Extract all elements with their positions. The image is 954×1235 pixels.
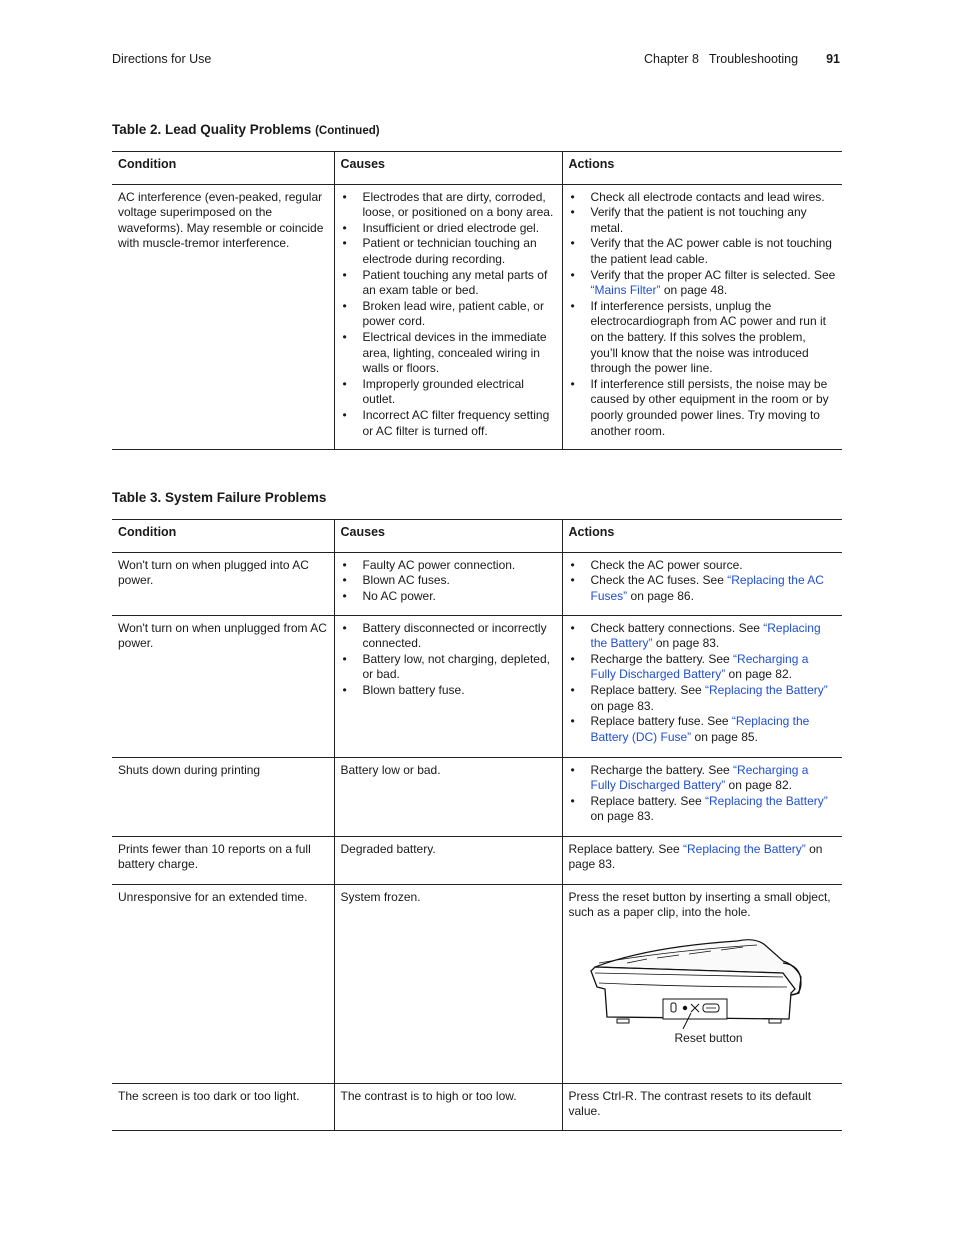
- col-header-condition: Condition: [112, 152, 334, 185]
- action-text: Press Ctrl-R. The contrast resets to its default value.: [568, 1088, 812, 1119]
- table-row: [112, 615, 842, 757]
- condition-cell: Prints fewer than 10 reports on a full battery charge.: [112, 836, 334, 884]
- list-item: • Replace battery. See “Replacing the Battery” on page 83.: [569, 794, 837, 825]
- actions-list: [569, 621, 837, 746]
- list-item: • Blown battery fuse.: [341, 683, 556, 699]
- cross-reference-link[interactable]: “Recharging a Fully Discharged Battery”: [590, 762, 809, 793]
- condition-cell: Won't turn on when plugged into AC power.: [112, 552, 334, 615]
- list-item: • Replace battery. See “Replacing the Battery” on page 83.: [569, 683, 837, 714]
- table-row: [112, 836, 842, 884]
- col-header-condition: Condition: [112, 520, 334, 553]
- col-header-causes: Causes: [334, 152, 562, 185]
- causes-cell: Battery low or bad.: [334, 757, 562, 836]
- table3: [112, 519, 842, 1131]
- cross-reference-link[interactable]: “Replacing the Battery”: [705, 682, 828, 697]
- table-row: [112, 884, 842, 1083]
- list-item: • Incorrect AC filter frequency setting or AC filter is turned off.: [341, 408, 556, 439]
- list-item: • Verify that the patient is not touching any metal.: [569, 205, 837, 236]
- cross-reference-link[interactable]: “Replacing the AC Fuses”: [590, 573, 824, 603]
- list-item: • Battery low, not charging, depleted, or bad.: [341, 652, 556, 683]
- list-item: • Check all electrode contacts and lead wires.: [569, 190, 837, 206]
- cross-reference-link[interactable]: “Recharging a Fully Discharged Battery”: [590, 651, 809, 682]
- action-text: Replace battery. See “Replacing the Battery” on page 83.: [568, 841, 823, 872]
- table2-caption: [112, 122, 380, 137]
- table2: [112, 151, 842, 450]
- actions-list: [569, 558, 837, 605]
- table-row: [112, 552, 842, 615]
- list-item: • Verify that the proper AC filter is selected. See “Mains Filter” on page 48.: [569, 268, 837, 299]
- condition-cell: The screen is too dark or too light.: [112, 1083, 334, 1130]
- list-item: • Faulty AC power connection.: [341, 558, 556, 574]
- col-header-causes: Causes: [334, 520, 562, 553]
- causes-cell: The contrast is to high or too low.: [334, 1083, 562, 1130]
- cross-reference-link[interactable]: “Mains Filter”: [590, 283, 661, 298]
- list-item: • Check battery connections. See “Replacing the Battery” on page 83.: [569, 621, 837, 652]
- list-item: • Blown AC fuses.: [341, 573, 556, 589]
- causes-list: [341, 558, 556, 605]
- actions-list: [569, 763, 837, 825]
- list-item: • Check the AC power source.: [569, 558, 837, 574]
- causes-cell: Degraded battery.: [334, 836, 562, 884]
- page-number: 91: [826, 52, 840, 66]
- actions-cell: [562, 552, 842, 615]
- condition-cell: Unresponsive for an extended time.: [112, 884, 334, 1083]
- header-chapter: Chapter 8: [644, 52, 699, 66]
- actions-cell: [562, 836, 842, 884]
- list-item: • Insufficient or dried electrode gel.: [341, 221, 556, 237]
- electrocardiograph-illustration: [587, 933, 823, 1029]
- cross-reference-link[interactable]: “Replacing the Battery”: [590, 620, 821, 651]
- table3-caption: Table 3. System Failure Problems: [112, 490, 327, 505]
- table2-continued: (Continued): [315, 125, 380, 137]
- col-header-actions: Actions: [562, 520, 842, 553]
- list-item: • If interference still persists, the noise may be caused by other equipment in the room or by poorly grounded power lines. Try moving to another room.: [569, 377, 837, 439]
- actions-list: [569, 190, 837, 440]
- reset-button-figure: [587, 933, 823, 1047]
- actions-cell: [562, 615, 842, 757]
- list-item: • No AC power.: [341, 589, 556, 605]
- table3-header-row: [112, 520, 842, 553]
- causes-list: [341, 621, 556, 699]
- condition-cell: Shuts down during printing: [112, 757, 334, 836]
- cross-reference-link[interactable]: “Replacing the Battery”: [705, 793, 828, 808]
- cross-reference-link[interactable]: “Replacing the Battery (DC) Fuse”: [590, 714, 810, 744]
- condition-cell: AC interference (even-peaked, regular voltage superimposed on the waveforms). May resemble or coincide with muscle-tremor interference.: [112, 184, 334, 450]
- list-item: • Patient or technician touching an electrode during recording.: [341, 236, 556, 267]
- list-item: • Broken lead wire, patient cable, or power cord.: [341, 299, 556, 330]
- condition-cell: Won't turn on when unplugged from AC power.: [112, 615, 334, 757]
- header-section: Troubleshooting: [708, 52, 799, 66]
- causes-cell: System frozen.: [334, 884, 562, 1083]
- causes-cell: [334, 552, 562, 615]
- table2-caption-text: Table 2. Lead Quality Problems: [112, 122, 312, 137]
- actions-cell: [562, 884, 842, 1083]
- header-right: [644, 52, 840, 66]
- list-item: • Recharge the battery. See “Recharging a Fully Discharged Battery” on page 82.: [569, 763, 837, 794]
- list-item: • Electrodes that are dirty, corroded, loose, or positioned on a bony area.: [341, 190, 556, 221]
- header-doc-title: Directions for Use: [112, 52, 212, 66]
- action-text: Press the reset button by inserting a small object, such as a paper clip, into the hole.: [568, 889, 831, 920]
- table-row: [112, 184, 842, 450]
- causes-cell: [334, 615, 562, 757]
- col-header-actions: Actions: [562, 152, 842, 185]
- cross-reference-link[interactable]: “Replacing the Battery”: [683, 841, 806, 856]
- actions-cell: [562, 184, 842, 450]
- list-item: • Electrical devices in the immediate area, lighting, concealed wiring in walls or floors.: [341, 330, 556, 377]
- list-item: • Replace battery fuse. See “Replacing the Battery (DC) Fuse” on page 85.: [569, 714, 837, 745]
- table2-header-row: [112, 152, 842, 185]
- list-item: • Recharge the battery. See “Recharging a Fully Discharged Battery” on page 82.: [569, 652, 837, 683]
- list-item: • Battery disconnected or incorrectly connected.: [341, 621, 556, 652]
- actions-cell: [562, 757, 842, 836]
- causes-list: [341, 190, 556, 440]
- table-row: [112, 757, 842, 836]
- list-item: • Check the AC fuses. See “Replacing the AC Fuses” on page 86.: [569, 573, 837, 604]
- list-item: • If interference persists, unplug the electrocardiograph from AC power and run it on the battery. If this solves the problem, you’ll know that the noise was introduced through the power line.: [569, 299, 837, 377]
- table-row: [112, 1083, 842, 1130]
- list-item: • Improperly grounded electrical outlet.: [341, 377, 556, 408]
- list-item: • Patient touching any metal parts of an exam table or bed.: [341, 268, 556, 299]
- list-item: • Verify that the AC power cable is not touching the patient lead cable.: [569, 236, 837, 267]
- actions-cell: [562, 1083, 842, 1130]
- figure-caption: Reset button: [674, 1030, 743, 1045]
- causes-cell: [334, 184, 562, 450]
